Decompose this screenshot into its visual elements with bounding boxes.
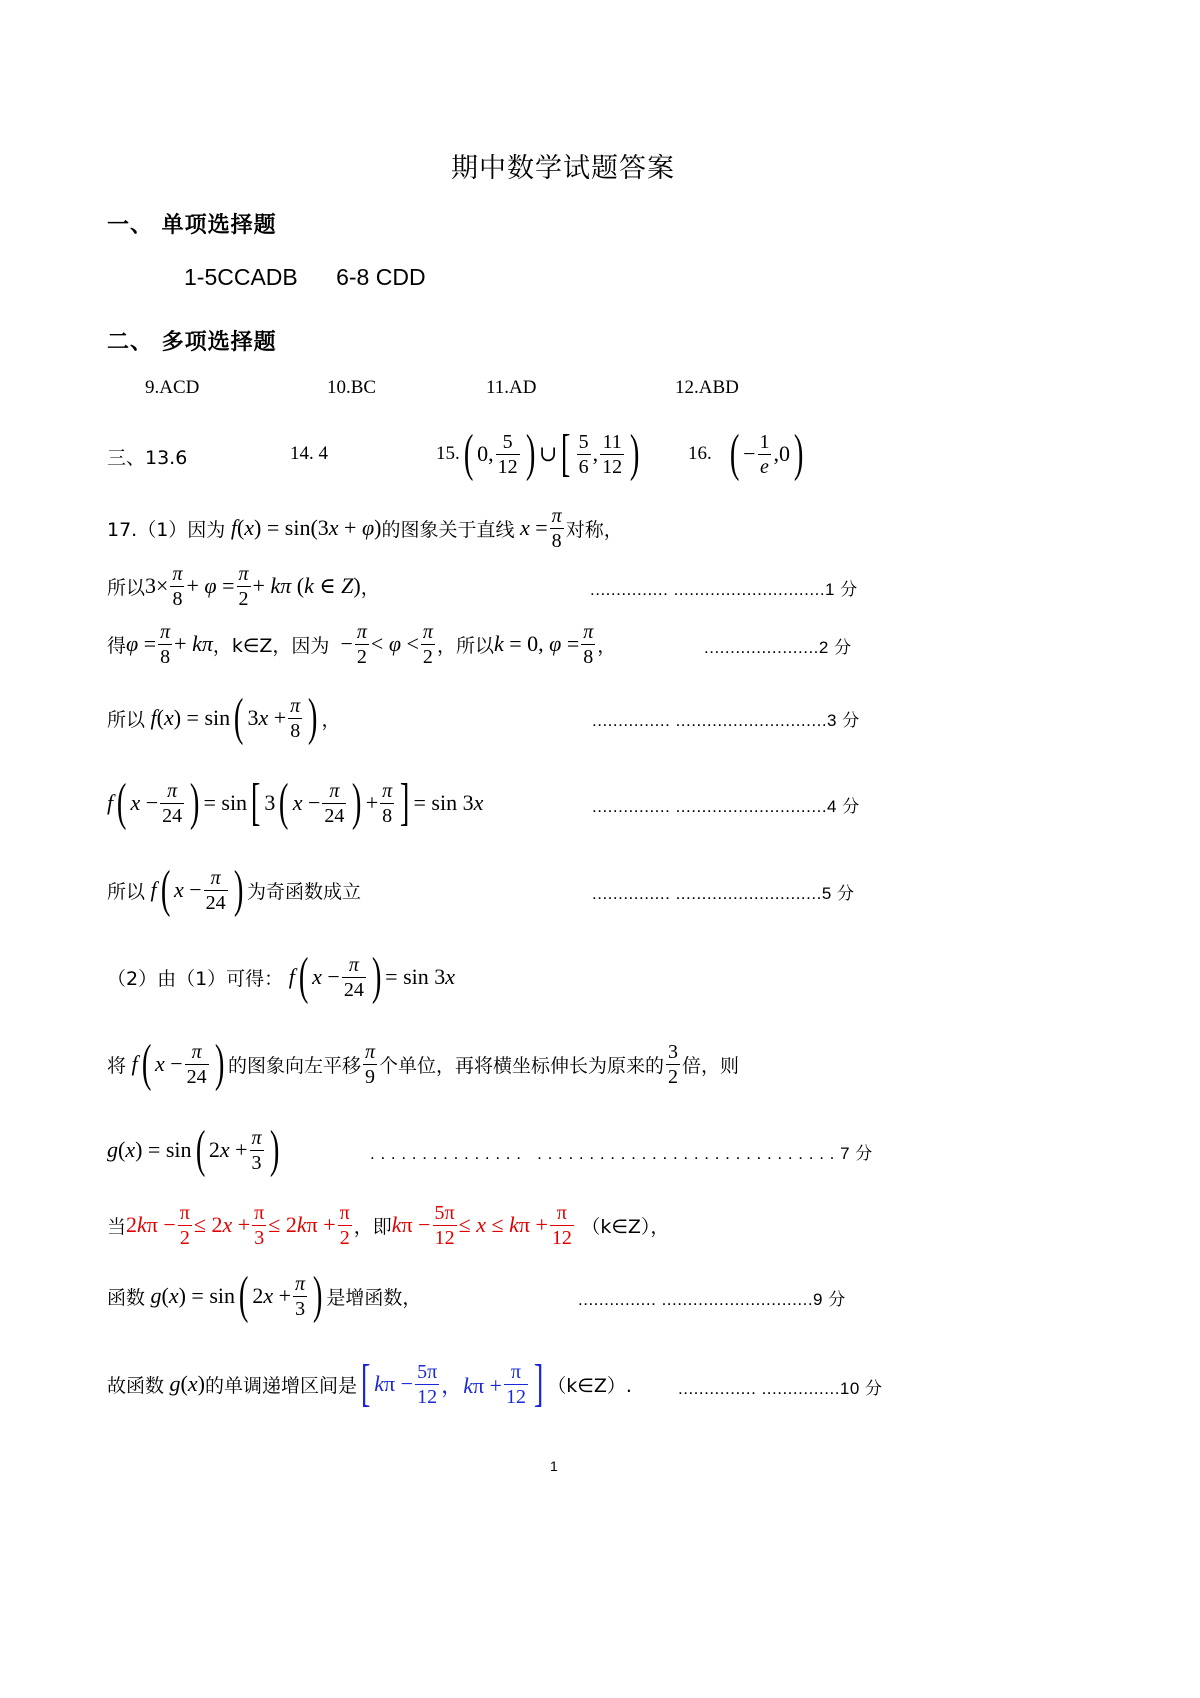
- page-number: 1: [550, 1458, 558, 1474]
- score-9: ............... .............................9 分: [578, 1290, 846, 1309]
- answer-9: 9.ACD: [145, 377, 200, 398]
- answer-15: 15. ( 0, $\frac{5}{12}$ ) ∪ [ $\frac{5}{6}$ , $\frac{11}{12}$ ): [436, 425, 640, 482]
- score-1: ............... .............................1 分: [590, 580, 858, 599]
- page-title: 期中数学试题答案: [451, 153, 675, 184]
- score-3: ............... .............................3 分: [592, 711, 860, 730]
- answer-16: 16. ( − $\frac{1}{e}$ ,0 ): [688, 425, 804, 482]
- section-heading-single-choice: 一、 单项选择题: [107, 213, 277, 238]
- q17-part2-line1: （2）由（1）可得： f ( x − $\frac{\pi}{24}$ ) = sin 3x: [107, 948, 456, 1005]
- answer-14: 14. 4: [290, 443, 328, 464]
- q17-part2-line5: 函数 g(x) = sin ( 2x + $\frac{\pi}{3}$ ) 是增函数，: [107, 1267, 422, 1324]
- answer-13: 三、13.6: [107, 447, 188, 469]
- q17-line5: f ( x − $\frac{\pi}{24}$ ) = sin [ 3 ( x − $\frac{\pi}{24}$ ) + $\frac{\pi}{8}$ ] = sin 3x: [107, 774, 484, 831]
- single-choice-answers: 1-5CCADB 6-8 CDD: [184, 264, 426, 290]
- score-7: . . . . . . . . . . . . . . . . . . . . . . . . . . . . . . . . . . . . . . . . . . . . 7 分: [370, 1144, 873, 1163]
- answer-11: 11.AD: [486, 377, 537, 398]
- q17-line6: 所以 f ( x − $\frac{\pi}{24}$ ) 为奇函数成立: [107, 861, 361, 918]
- q17-line1: 17.（1）因为 f(x) = sin(3x + φ) 的图象关于直线 x = $\frac{\pi}{8}$ 对称，: [107, 504, 623, 552]
- q17-part2-line2: 将 f ( x − $\frac{\pi}{24}$ ) 的图象向左平移 $\frac{\pi}{9}$ 个单位，再将横坐标伸长为原来的 $\frac{3}{2}$ 倍，则: [107, 1035, 740, 1092]
- q17-part2-line4: 当 2kπ − $\frac{\pi}{2}$ ≤ 2x + $\frac{\pi}{3}$ ≤ 2kπ + $\frac{\pi}{2}$ ，即 kπ − $\frac{5\pi}{12}$ ≤ x ≤ kπ + $\frac{\pi}{12}$ （k∈Z），: [107, 1201, 670, 1249]
- q17-line4: 所以 f(x) = sin ( 3x + $\frac{\pi}{8}$ ) ，: [107, 689, 341, 746]
- q17-part2-line6: 故函数 g(x) 的单调递增区间是 [ kπ − $\frac{5\pi}{12}$ ，kπ + $\frac{\pi}{12}$ ] （k∈Z）.: [107, 1355, 632, 1412]
- answer-12: 12.ABD: [675, 377, 739, 398]
- score-4: ............... .............................4 分: [592, 797, 860, 816]
- q17-part2-line3: g(x) = sin ( 2x + $\frac{\pi}{3}$ ): [107, 1121, 279, 1178]
- score-10: ............... ...............10 分: [678, 1379, 883, 1398]
- score-5: ............... ............................5 分: [592, 884, 855, 903]
- section-heading-multi-choice: 二、 多项选择题: [107, 330, 277, 355]
- score-2: ......................2 分: [704, 638, 852, 657]
- q17-line2: 所以 3× $\frac{\pi}{8}$ + φ = $\frac{\pi}{2}$ + kπ (k ∈ Z) ，: [107, 562, 380, 610]
- answer-10: 10.BC: [327, 377, 377, 398]
- q17-line3: 得 φ = $\frac{\pi}{8}$ + kπ ，k∈Z，因为 − $\frac{\pi}{2}$ < φ < $\frac{\pi}{2}$ ，所以 k = 0, φ = $\frac{\pi}{8}$ ，: [107, 620, 617, 668]
